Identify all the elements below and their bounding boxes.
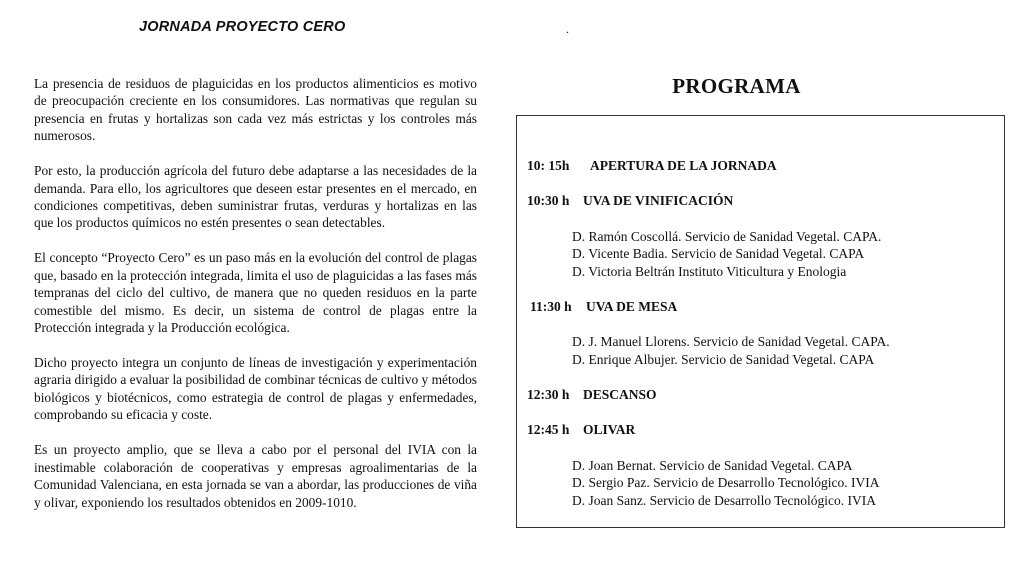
speaker: D. Vicente Badia. Servicio de Sanidad Vegetal. CAPA bbox=[572, 246, 865, 261]
schedule-title: OLIVAR bbox=[583, 422, 636, 437]
speaker: D. Victoria Beltrán Instituto Viticultura y Enologia bbox=[572, 264, 847, 279]
speaker: D. Sergio Paz. Servicio de Desarrollo Tecnológico. IVIA bbox=[572, 475, 880, 490]
intro-paragraph: El concepto “Proyecto Cero” es un paso más en la evolución del control de plagas que, basado en la protección integrada, limita el uso de plaguicidas a las fases más tempranas del ciclo del cultivo, de manera que no queden residuos en la parte comestible del mismo. Es decir, un sistema de control de plagas entre la Protección integrada y la Producción ecológica. bbox=[34, 250, 477, 336]
schedule-title: APERTURA DE LA JORNADA bbox=[590, 158, 777, 173]
schedule-item-vinificacion bbox=[527, 193, 733, 209]
schedule-time: 10:30 h bbox=[527, 193, 570, 208]
schedule-title: UVA DE VINIFICACIÓN bbox=[583, 193, 734, 208]
schedule-time: 10: 15h bbox=[527, 158, 570, 173]
schedule-time: 11:30 h bbox=[530, 299, 572, 314]
speaker: D. J. Manuel Llorens. Servicio de Sanidad Vegetal. CAPA. bbox=[572, 334, 890, 349]
schedule-time: 12:30 h bbox=[527, 387, 570, 402]
intro-paragraph: Por esto, la producción agrícola del futuro debe adaptarse a las necesidades de la demanda. Para ello, los agricultores que deseen estar presentes en el mercado, en condiciones competitivas, deben suministrar frutas, verduras y hortalizas en las que los productos químicos no estén presentes o sean detectables. bbox=[34, 163, 477, 231]
schedule-item-opening bbox=[527, 158, 777, 174]
schedule-item-olivar bbox=[527, 422, 635, 438]
speaker: D. Joan Bernat. Servicio de Sanidad Vegetal. CAPA bbox=[572, 458, 853, 473]
schedule-title: DESCANSO bbox=[583, 387, 657, 402]
intro-text bbox=[34, 75, 477, 529]
schedule-time: 12:45 h bbox=[527, 422, 570, 437]
speaker: D. Ramón Coscollá. Servicio de Sanidad Vegetal. CAPA. bbox=[572, 229, 882, 244]
speaker: D. Enrique Albujer. Servicio de Sanidad Vegetal. CAPA bbox=[572, 352, 875, 367]
schedule-title: UVA DE MESA bbox=[586, 299, 678, 314]
programa-box bbox=[516, 115, 1005, 528]
separator-mark: . bbox=[566, 22, 569, 36]
speaker: D. Joan Sanz. Servicio de Desarrollo Tecnológico. IVIA bbox=[572, 493, 876, 508]
schedule-item-descanso bbox=[527, 387, 657, 403]
intro-paragraph: La presencia de residuos de plaguicidas en los productos alimenticios es motivo de preocupación creciente en los consumidores. Las normativas que regulan su presencia en frutas y hortalizas son cada vez más estrictas y los controles más numerosos. bbox=[34, 76, 477, 144]
schedule-item-uva-mesa bbox=[530, 299, 677, 315]
document-title: JORNADA PROYECTO CERO bbox=[139, 19, 346, 35]
intro-paragraph: Es un proyecto amplio, que se lleva a cabo por el personal del IVIA con la inestimable colaboración de cooperativas y empresas agroalimentarias de la Comunidad Valenciana, en esta jornada se van a abordar, las producciones de viña y olivar, exponiendo los resultados obtenidos en 2009-1010. bbox=[34, 442, 477, 510]
intro-paragraph: Dicho proyecto integra un conjunto de líneas de investigación y experimentación agraria dirigido a evaluar la posibilidad de combinar técnicas de cultivo y métodos biológicos y biotécnicos, como estrategia de control de plagas y enfermedades, comprobando su eficacia y coste. bbox=[34, 355, 477, 423]
programa-title: PROGRAMA bbox=[672, 74, 801, 98]
